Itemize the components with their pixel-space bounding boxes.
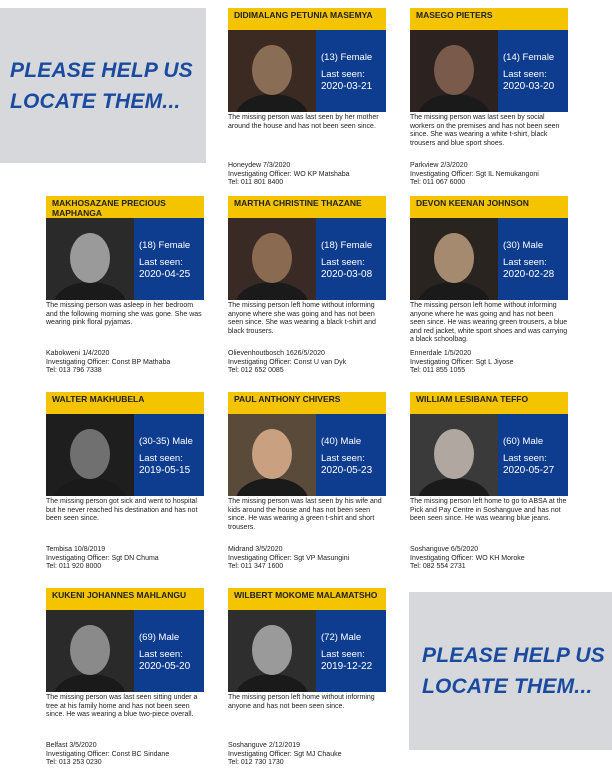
last-seen-label: Last seen: [139, 257, 183, 268]
case-details [46, 546, 216, 572]
info-panel [498, 30, 568, 112]
case-details [228, 546, 398, 572]
case-details [410, 162, 580, 188]
last-seen-date: 2019-05-15 [139, 465, 191, 476]
person-photo [228, 414, 316, 496]
phone-number: Tel: 012 652 0085 [228, 367, 284, 375]
last-seen-date: 2020-03-20 [503, 81, 555, 92]
missing-person-card [228, 8, 408, 198]
info-panel [498, 218, 568, 300]
description: The missing person left home without informing anyone and has not been seen since. [228, 694, 375, 710]
age-gender: (18) Female [321, 240, 373, 251]
info-panel [316, 414, 386, 496]
person-photo [228, 30, 316, 112]
person-name: PAUL ANTHONY CHIVERS [228, 392, 386, 414]
portrait-face [434, 45, 474, 95]
phone-number: Tel: 012 730 1730 [228, 759, 284, 767]
portrait-face [70, 625, 110, 675]
investigating-officer: Investigating Officer: Sgt IL Nemukangoni [410, 170, 539, 178]
person-photo [228, 218, 316, 300]
phone-number: Tel: 013 253 0230 [46, 759, 102, 767]
last-seen-label: Last seen: [503, 453, 547, 464]
person-photo [46, 610, 134, 692]
investigating-officer: Investigating Officer: WO KH Moroke [410, 554, 525, 562]
last-seen-date: 2020-05-23 [321, 465, 373, 476]
last-seen-date: 2020-02-28 [503, 269, 555, 280]
investigating-officer: Investigating Officer: Const U van Dyk [228, 358, 347, 366]
age-gender: (69) Male [139, 632, 180, 643]
investigating-officer: Investigating Officer: Sgt MJ Chauke [228, 750, 342, 758]
phone-number: Tel: 011 855 1055 [410, 367, 466, 375]
investigating-officer: Investigating Officer: Const BC Sindane [46, 750, 170, 758]
case-reference: Honeydew 7/3/2020 [228, 162, 291, 169]
case-details [410, 350, 580, 376]
age-gender: (14) Female [503, 52, 555, 63]
description: The missing person was asleep in her bedroom and the following morning she was gone. She was wearing pink floral pyjamas. [46, 302, 202, 327]
person-name: MAKHOSAZANE PRECIOUS MAPHANGA [46, 196, 204, 218]
last-seen-label: Last seen: [139, 649, 183, 660]
missing-person-card [228, 392, 408, 582]
case-details [228, 350, 398, 376]
description: The missing person was last seen by social workers on the premises and has not been seen since. She was wearing a white t-shirt, black trousers and blue sport shoes. [410, 114, 560, 147]
portrait-face [252, 45, 292, 95]
phone-number: Tel: 011 067 6000 [410, 179, 466, 187]
appeal-headline: PLEASE HELP US LOCATE THEM... [10, 58, 193, 113]
person-name: WALTER MAKHUBELA [46, 392, 204, 414]
description: The missing person was last seen by her mother around the house and has not been seen since. [228, 114, 379, 130]
age-gender: (30) Male [503, 240, 544, 251]
description: The missing person was last seen by his wife and kids around the house and has not been seen since. He was wearing a green t-shirt and short trousers. [228, 498, 382, 531]
portrait-face [434, 429, 474, 479]
portrait-graphic [46, 610, 134, 692]
portrait-graphic [410, 218, 498, 300]
portrait-graphic [228, 30, 316, 112]
case-details [228, 742, 398, 768]
portrait-graphic [228, 414, 316, 496]
missing-person-card [228, 588, 408, 778]
age-gender: (13) Female [321, 52, 373, 63]
portrait-face [70, 233, 110, 283]
person-name: KUKENI JOHANNES MAHLANGU [46, 588, 204, 610]
age-gender: (72) Male [321, 632, 362, 643]
case-reference: Tembisa 10/8/2019 [46, 546, 106, 553]
person-photo [46, 218, 134, 300]
portrait-face [70, 429, 110, 479]
phone-number: Tel: 011 920 8000 [46, 563, 102, 571]
portrait-graphic [410, 414, 498, 496]
description: The missing person got sick and went to hospital but he never reached his destination and has not been seen since. [46, 498, 198, 523]
investigating-officer: Investigating Officer: WO KP Matshaba [228, 170, 350, 178]
phone-number: Tel: 013 796 7338 [46, 367, 102, 375]
case-reference: Midrand 3/5/2020 [228, 546, 283, 553]
info-panel [134, 610, 204, 692]
portrait-graphic [228, 218, 316, 300]
last-seen-label: Last seen: [139, 453, 183, 464]
person-photo [228, 610, 316, 692]
appeal-banner-bottom [409, 592, 612, 750]
last-seen-label: Last seen: [321, 69, 365, 80]
phone-number: Tel: 082 554 2731 [410, 563, 466, 571]
person-photo [410, 218, 498, 300]
portrait-graphic [46, 218, 134, 300]
phone-number: Tel: 011 347 1600 [228, 563, 284, 571]
age-gender: (40) Male [321, 436, 362, 447]
missing-person-card [410, 8, 590, 198]
investigating-officer: Investigating Officer: Const BP Mathaba [46, 358, 171, 366]
person-name: WILBERT MOKOME MALAMATSHO [228, 588, 386, 610]
person-photo [410, 30, 498, 112]
person-name: WILLIAM LESIBANA TEFFO [410, 392, 568, 414]
last-seen-label: Last seen: [503, 257, 547, 268]
missing-person-card [46, 392, 226, 582]
phone-number: Tel: 011 801 8400 [228, 179, 284, 187]
info-panel [134, 414, 204, 496]
portrait-graphic [228, 610, 316, 692]
description: The missing person left home to go to ABSA at the Pick and Pay Centre in Soshanguve and has not been seen since. He was wearing blue jeans. [410, 498, 567, 523]
last-seen-date: 2020-05-27 [503, 465, 555, 476]
portrait-graphic [46, 414, 134, 496]
person-name: DIDIMALANG PETUNIA MASEMYA [228, 8, 386, 30]
missing-person-card [410, 392, 590, 582]
description: The missing person was last seen sitting under a tree at his family home and has not been seen since. He was wearing a blue two-piece overall. [46, 694, 198, 719]
portrait-face [252, 429, 292, 479]
last-seen-date: 2020-05-20 [139, 661, 191, 672]
person-name: MASEGO PIETERS [410, 8, 568, 30]
case-details [46, 350, 216, 376]
last-seen-label: Last seen: [321, 649, 365, 660]
portrait-face [434, 233, 474, 283]
description: The missing person left home without informing anyone where she was going and has not been seen since. She was wearing a black t-shirt and black trousers. [228, 302, 376, 335]
investigating-officer: Investigating Officer: Sgt VP Masungini [228, 554, 350, 562]
last-seen-label: Last seen: [503, 69, 547, 80]
person-photo [46, 414, 134, 496]
last-seen-date: 2020-03-21 [321, 81, 373, 92]
portrait-face [252, 625, 292, 675]
case-reference: Olievenhoutbosch 1626/5/2020 [228, 350, 325, 357]
missing-person-card [410, 196, 590, 386]
portrait-face [252, 233, 292, 283]
age-gender: (18) Female [139, 240, 191, 251]
case-reference: Belfast 3/5/2020 [46, 742, 97, 749]
missing-person-card [46, 196, 226, 386]
investigating-officer: Investigating Officer: Sgt DN Chuma [46, 554, 159, 562]
appeal-headline: PLEASE HELP US LOCATE THEM... [422, 644, 605, 698]
person-name: MARTHA CHRISTINE THAZANE [228, 196, 386, 218]
last-seen-label: Last seen: [321, 453, 365, 464]
case-reference: Soshanguve 6/5/2020 [410, 546, 479, 553]
investigating-officer: Investigating Officer: Sgt L Jiyose [410, 358, 514, 366]
info-panel [316, 218, 386, 300]
case-details [410, 546, 580, 572]
info-panel [316, 610, 386, 692]
last-seen-date: 2020-04-25 [139, 269, 191, 280]
case-reference: Ennerdale 1/5/2020 [410, 350, 472, 357]
case-details [228, 162, 398, 188]
missing-person-card [228, 196, 408, 386]
info-panel [316, 30, 386, 112]
last-seen-date: 2020-03-08 [321, 269, 373, 280]
age-gender: (30-35) Male [139, 436, 193, 447]
case-reference: Parkview 2/3/2020 [410, 162, 468, 169]
case-reference: Soshanguve 2/12/2019 [228, 742, 301, 749]
person-photo [410, 414, 498, 496]
description: The missing person left home without informing anyone where he was going and has not been seen since. He was wearing green trousers, a blue and red jacket, white sport shoes and was carrying a black schoolbag. [410, 302, 568, 344]
info-panel [134, 218, 204, 300]
appeal-banner-top [0, 8, 206, 163]
age-gender: (60) Male [503, 436, 544, 447]
portrait-graphic [410, 30, 498, 112]
person-name: DEVON KEENAN JOHNSON [410, 196, 568, 218]
last-seen-label: Last seen: [321, 257, 365, 268]
missing-person-card [46, 588, 226, 778]
case-reference: Kabokweni 1/4/2020 [46, 350, 110, 357]
case-details [46, 742, 216, 768]
info-panel [498, 414, 568, 496]
last-seen-date: 2019-12-22 [321, 661, 373, 672]
